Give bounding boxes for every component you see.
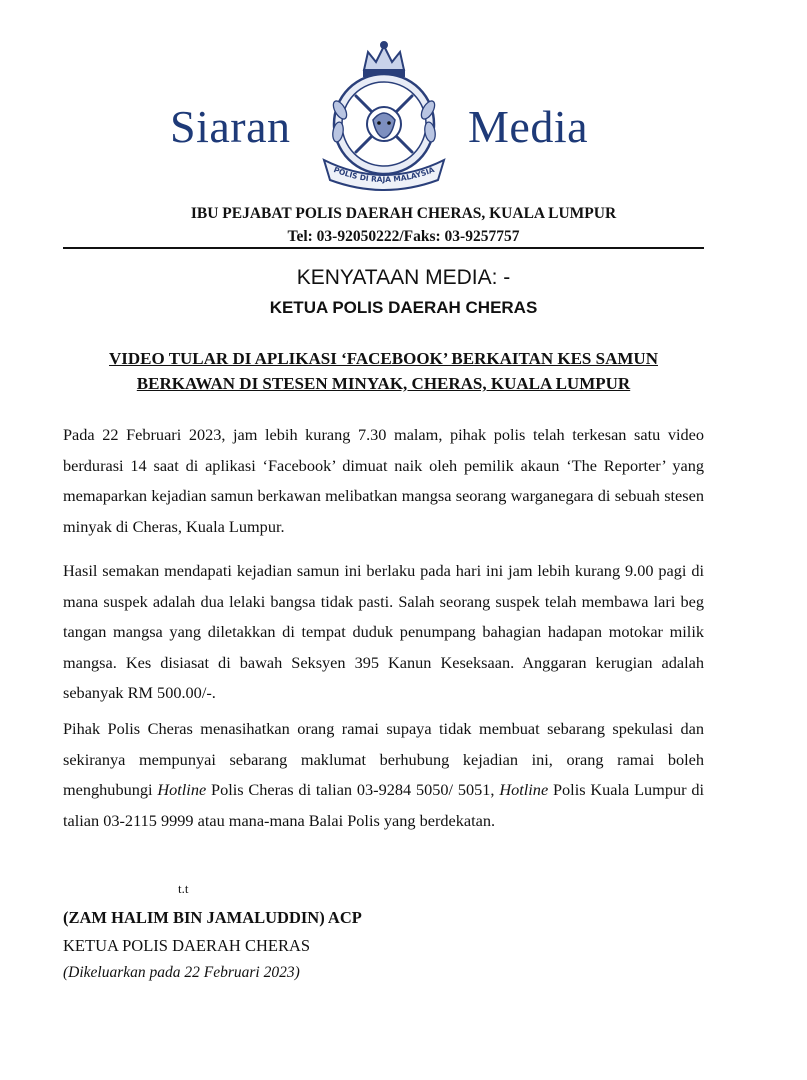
headline [63, 346, 704, 396]
headline-line-1: VIDEO TULAR DI APLIKASI ‘FACEBOOK’ BERKAITAN KES SAMUN [109, 349, 658, 368]
header-word-siaran: Siaran [170, 101, 291, 152]
header-word-media: Media [468, 101, 589, 152]
police-crest-logo [318, 40, 450, 192]
statement-title: KENYATAAN MEDIA: - [296, 266, 511, 289]
headline-line-2: BERKAWAN DI STESEN MINYAK, CHERAS, KUALA LUMPUR [136, 374, 631, 393]
body-paragraph-1: Pada 22 Februari 2023, jam lebih kurang 7.30 malam, pihak polis telah terkesan satu video berdurasi 14 saat di aplikasi ‘Facebook’ dimuat naik oleh pemilik akaun ‘The Reporter’ yang memaparkan kejadian samun berkawan melibatkan mangsa seorang warganegara di sebuah stesen minyak di Cheras, Kuala Lumpur. [63, 425, 704, 536]
issued-date: (Dikeluarkan pada 22 Februari 2023) [63, 964, 300, 981]
body-paragraph-2: Hasil semakan mendapati kejadian samun ini berlaku pada hari ini jam lebih kurang 9.00 pagi di mana suspek adalah dua lelaki bangsa tidak pasti. Salah seorang suspek telah membawa lari beg tangan mangsa yang diletakkan di tempat duduk penumpang bahagian hadapan motokar milik mangsa. Kes disiasat di bawah Seksyen 395 Kanun Keseksaan. Anggaran kerugian adalah sebanyak RM 500.00/-. [63, 561, 704, 702]
office-contact: Tel: 03-92050222/Faks: 03-9257757 [287, 228, 520, 245]
office-name: IBU PEJABAT POLIS DAERAH CHERAS, KUALA LUMPUR [190, 205, 617, 222]
signature-tt: t.t [178, 881, 189, 896]
hotline-label-1: Hotline [157, 780, 207, 799]
body-paragraph-3 [63, 714, 704, 836]
statement-subtitle: KETUA POLIS DAERAH CHERAS [269, 298, 538, 317]
header-divider [63, 247, 704, 249]
signatory-title: KETUA POLIS DAERAH CHERAS [63, 936, 311, 955]
body-paragraph-3-part-c: Polis Kuala Lumpur di talian 03-2115 9999 atau mana-mana Balai Polis yang berdekatan. [63, 780, 704, 830]
crest-ribbon-text: POLIS DI RAJA MALAYSIA [332, 165, 436, 185]
signatory-name: (ZAM HALIM BIN JAMALUDDIN) ACP [63, 908, 362, 927]
hotline-label-2: Hotline [499, 780, 549, 799]
body-paragraph-3-part-b: Polis Cheras di talian 03-9284 5050/ 5051, [206, 780, 500, 799]
body-paragraph-3-part-a: Pihak Polis Cheras menasihatkan orang ramai supaya tidak membuat sebarang spekulasi dan sekiranya mempunyai sebarang maklumat berhubung kejadian ini, orang ramai boleh menghubungi [63, 719, 704, 799]
